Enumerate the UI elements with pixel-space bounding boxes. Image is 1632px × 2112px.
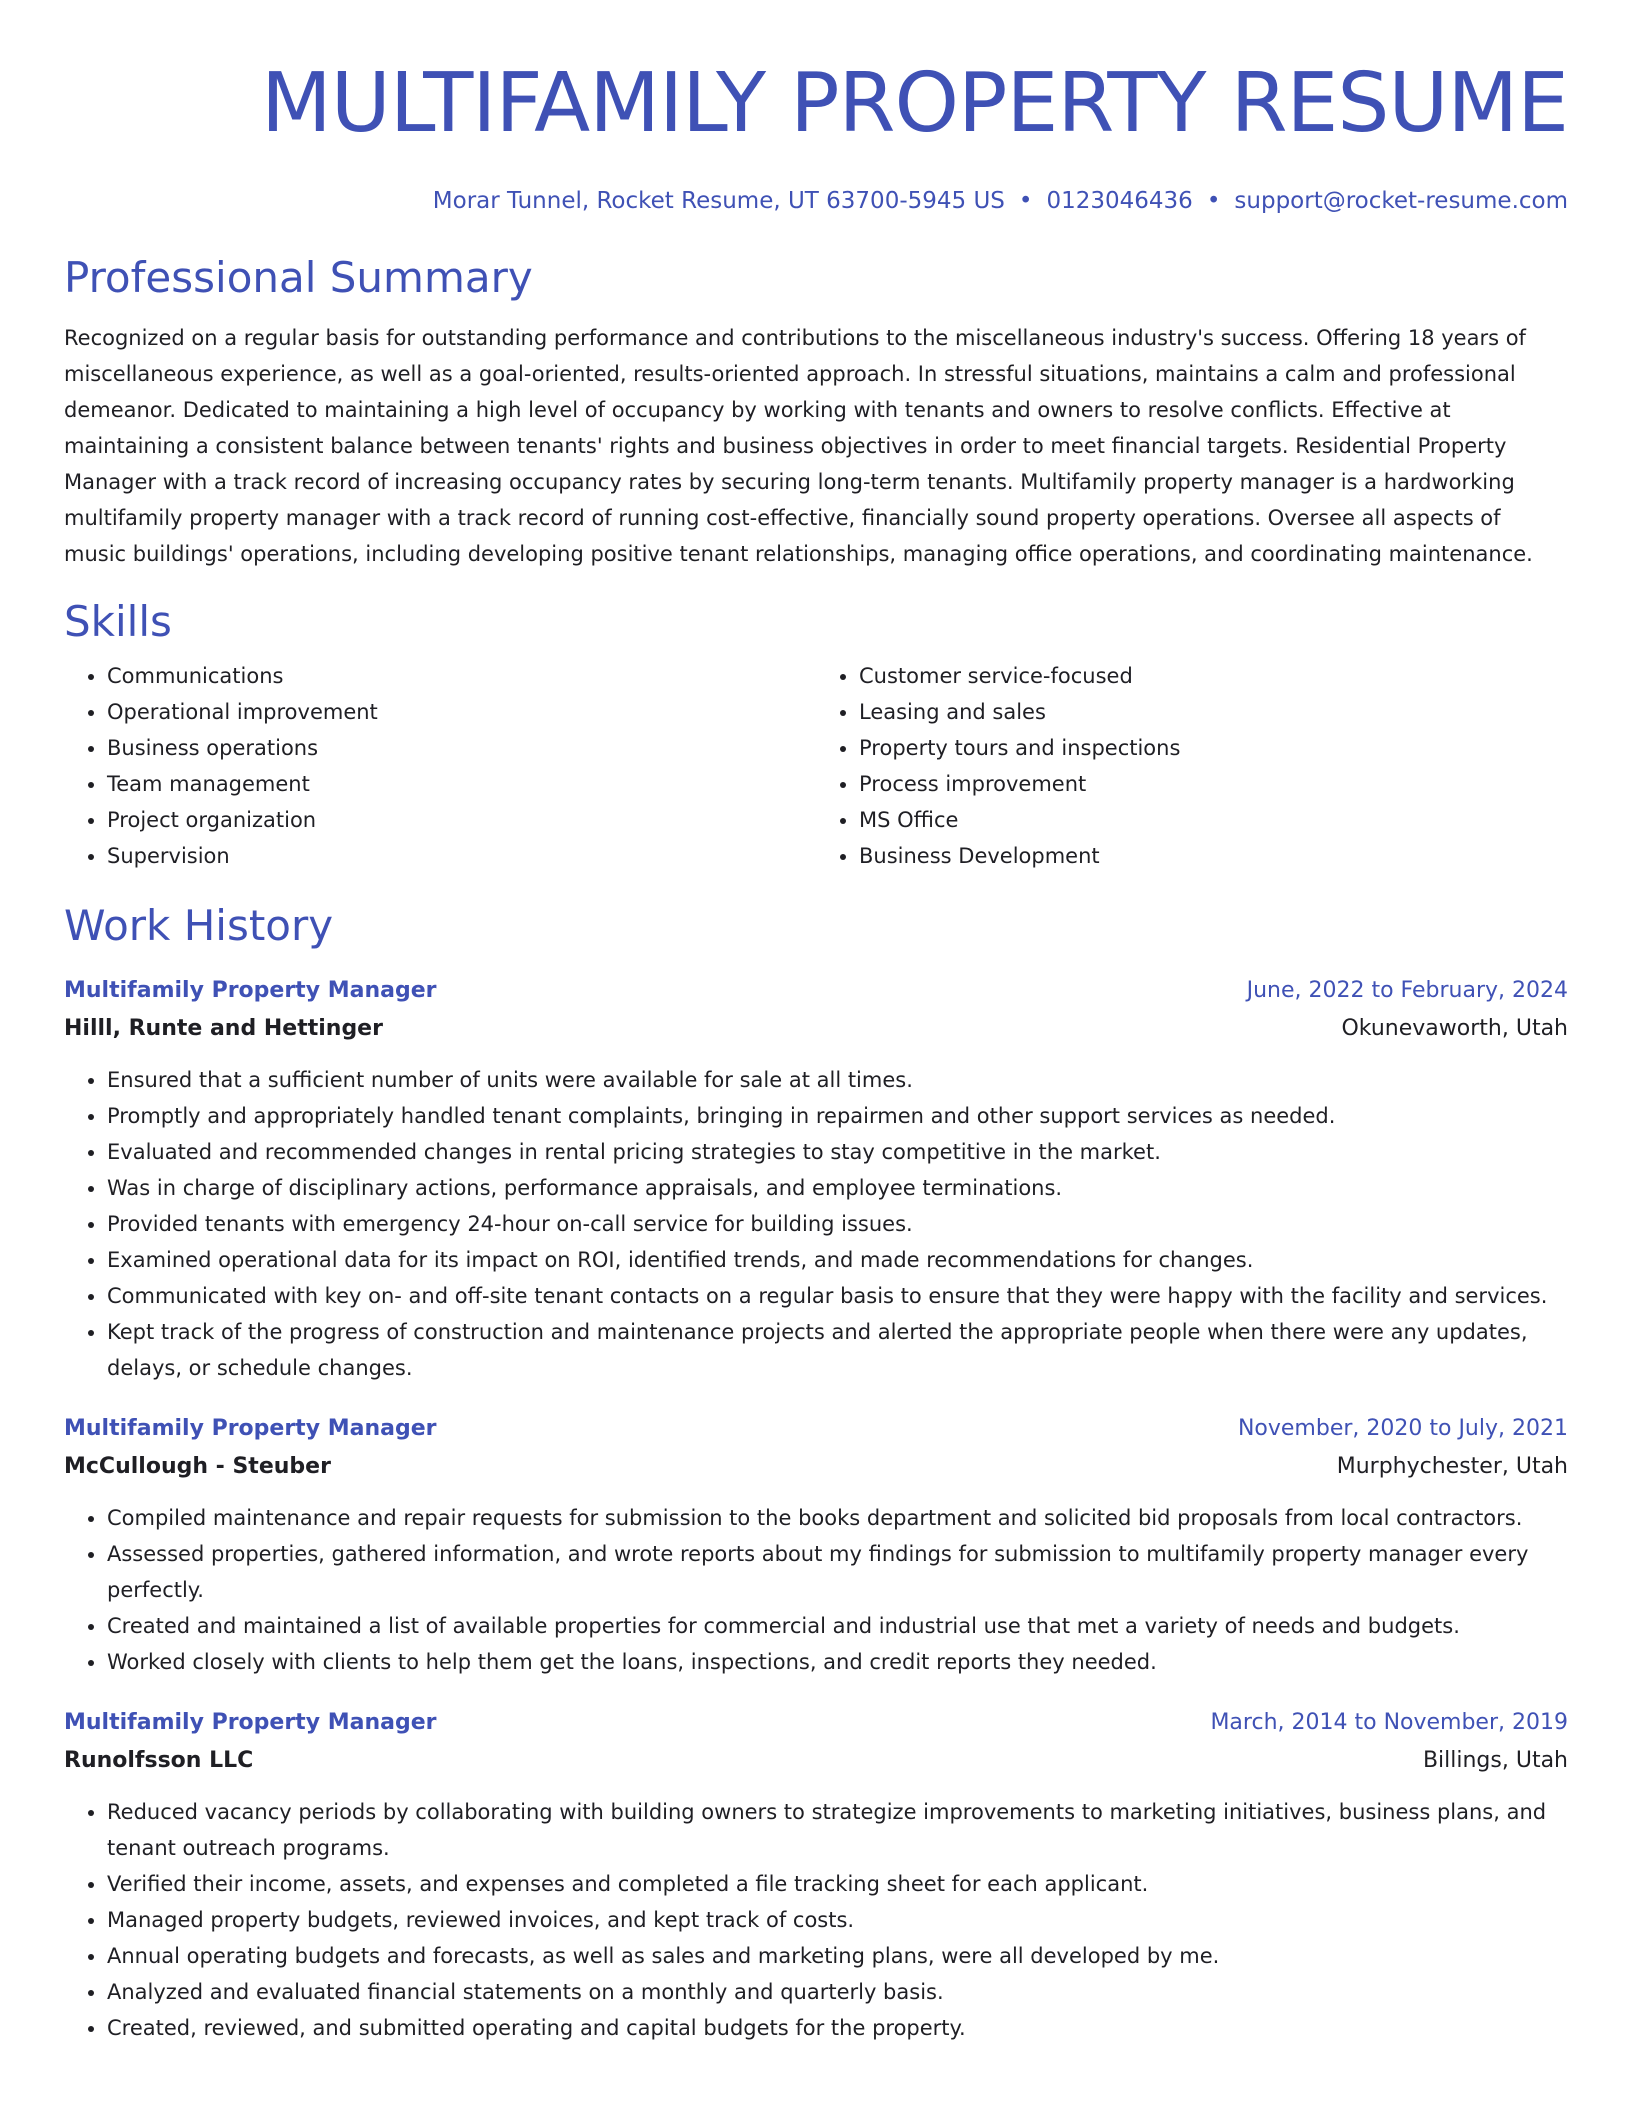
- contact-address: Morar Tunnel, Rocket Resume, UT 63700-5945 US: [432, 188, 1005, 214]
- job-header-row: [64, 1704, 1568, 1742]
- job-bullet: • Created, reviewed, and submitted operating and capital budgets for the property.: [107, 2010, 1568, 2046]
- job-company-row: [64, 1010, 1568, 1048]
- job-bullet: • Verified their income, assets, and expenses and completed a file tracking sheet for each applicant.: [107, 1866, 1568, 1902]
- skill-item: • Operational improvement: [107, 694, 816, 730]
- skill-item: • Leasing and sales: [859, 694, 1568, 730]
- job-location: Billings, Utah: [1422, 1748, 1568, 1773]
- skill-item: • Process improvement: [859, 766, 1568, 802]
- job-company: Runolfsson LLC: [64, 1748, 254, 1773]
- skill-item: • Customer service-focused: [859, 658, 1568, 694]
- job-entry: [64, 972, 1568, 1386]
- skills-columns: [64, 658, 1568, 874]
- skills-list-right: [816, 658, 1568, 874]
- work-history-section: [64, 900, 1568, 2046]
- job-location: Okunevaworth, Utah: [1341, 1016, 1568, 1041]
- skill-item: • MS Office: [859, 802, 1568, 838]
- contact-line: [64, 186, 1568, 216]
- contact-separator: •: [1206, 188, 1221, 214]
- job-title: Multifamily Property Manager: [64, 1416, 437, 1441]
- skill-item: • Business Development: [859, 838, 1568, 874]
- job-entry: [64, 1704, 1568, 2046]
- job-bullets: [64, 1794, 1568, 2046]
- skills-list-left: [64, 658, 816, 874]
- skill-item: • Team management: [107, 766, 816, 802]
- skills-section: [64, 596, 1568, 874]
- job-entry: [64, 1410, 1568, 1680]
- job-location: Murphychester, Utah: [1336, 1454, 1568, 1479]
- job-bullet: • Ensured that a sufficient number of units were available for sale at all times.: [107, 1062, 1568, 1098]
- job-bullets: [64, 1500, 1568, 1680]
- job-bullet: • Kept track of the progress of construction and maintenance projects and alerted the appropriate people when there were any updates, delays, or schedule changes.: [107, 1314, 1568, 1386]
- job-bullet: • Analyzed and evaluated financial statements on a monthly and quarterly basis.: [107, 1974, 1568, 2010]
- summary-heading: Professional Summary: [64, 253, 533, 302]
- skill-item: • Supervision: [107, 838, 816, 874]
- job-bullet: • Communicated with key on- and off-site tenant contacts on a regular basis to ensure that they were happy with the facility and services.: [107, 1278, 1568, 1314]
- job-bullet: • Was in charge of disciplinary actions, performance appraisals, and employee terminations.: [107, 1170, 1568, 1206]
- summary-section: [64, 252, 1568, 572]
- job-bullets: [64, 1062, 1568, 1386]
- job-bullet: • Examined operational data for its impact on ROI, identified trends, and made recommendations for changes.: [107, 1242, 1568, 1278]
- contact-phone: 0123046436: [1046, 188, 1193, 214]
- job-bullet: • Compiled maintenance and repair requests for submission to the books department and solicited bid proposals from local contractors.: [107, 1500, 1568, 1536]
- job-company: Hilll, Runte and Hettinger: [64, 1016, 383, 1041]
- job-dates: March, 2014 to November, 2019: [1210, 1710, 1568, 1735]
- skill-item: • Project organization: [107, 802, 816, 838]
- job-bullet: • Assessed properties, gathered information, and wrote reports about my findings for submission to multifamily property manager every perfectly.: [107, 1536, 1568, 1608]
- job-bullet: • Promptly and appropriately handled tenant complaints, bringing in repairmen and other support services as needed.: [107, 1098, 1568, 1134]
- skill-item: • Business operations: [107, 730, 816, 766]
- job-header-row: [64, 972, 1568, 1010]
- job-bullet: • Annual operating budgets and forecasts, as well as sales and marketing plans, were all developed by me.: [107, 1938, 1568, 1974]
- contact-email[interactable]: support@rocket-resume.com: [1234, 188, 1568, 214]
- work-history-heading: Work History: [64, 901, 334, 950]
- job-bullet: • Reduced vacancy periods by collaborating with building owners to strategize improvements to marketing initiatives, business plans, and tenant outreach programs.: [107, 1794, 1568, 1866]
- job-dates: June, 2022 to February, 2024: [1246, 978, 1568, 1003]
- contact-separator: •: [1018, 188, 1033, 214]
- job-title: Multifamily Property Manager: [64, 978, 437, 1003]
- summary-text: Recognized on a regular basis for outstanding performance and contributions to the miscellaneous industry's success. Offering 18 years of miscellaneous experience, as well as a goal-oriented, results-oriented approach. In stressful situations, maintains a calm and professional demeanor. Dedicated to maintaining a high level of occupancy by working with tenants and owners to resolve conflicts. Effective at maintaining a consistent balance between tenants' rights and business objectives in order to meet financial targets. Residential Property Manager with a track record of increasing occupancy rates by securing long-term tenants. Multifamily property manager is a hardworking multifamily property manager with a track record of running cost-effective, financially sound property operations. Oversee all aspects of music buildings' operations, including developing positive tenant relationships, managing office operations, and coordinating maintenance.: [64, 326, 1533, 566]
- job-header-row: [64, 1410, 1568, 1448]
- job-bullet: • Evaluated and recommended changes in rental pricing strategies to stay competitive in the market.: [107, 1134, 1568, 1170]
- skill-item: • Communications: [107, 658, 816, 694]
- job-company-row: [64, 1742, 1568, 1780]
- skills-heading: Skills: [64, 597, 172, 646]
- resume-title: MULTIFAMILY PROPERTY RESUME: [261, 56, 1568, 151]
- job-company-row: [64, 1448, 1568, 1486]
- job-dates: November, 2020 to July, 2021: [1237, 1416, 1568, 1441]
- job-bullet: • Provided tenants with emergency 24-hour on-call service for building issues.: [107, 1206, 1568, 1242]
- job-bullet: • Created and maintained a list of available properties for commercial and industrial use that met a variety of needs and budgets.: [107, 1608, 1568, 1644]
- job-bullet: • Managed property budgets, reviewed invoices, and kept track of costs.: [107, 1902, 1568, 1938]
- skill-item: • Property tours and inspections: [859, 730, 1568, 766]
- job-title: Multifamily Property Manager: [64, 1710, 437, 1735]
- job-bullet: • Worked closely with clients to help them get the loans, inspections, and credit reports they needed.: [107, 1644, 1568, 1680]
- resume-header: [64, 0, 1568, 216]
- job-company: McCullough - Steuber: [64, 1454, 331, 1479]
